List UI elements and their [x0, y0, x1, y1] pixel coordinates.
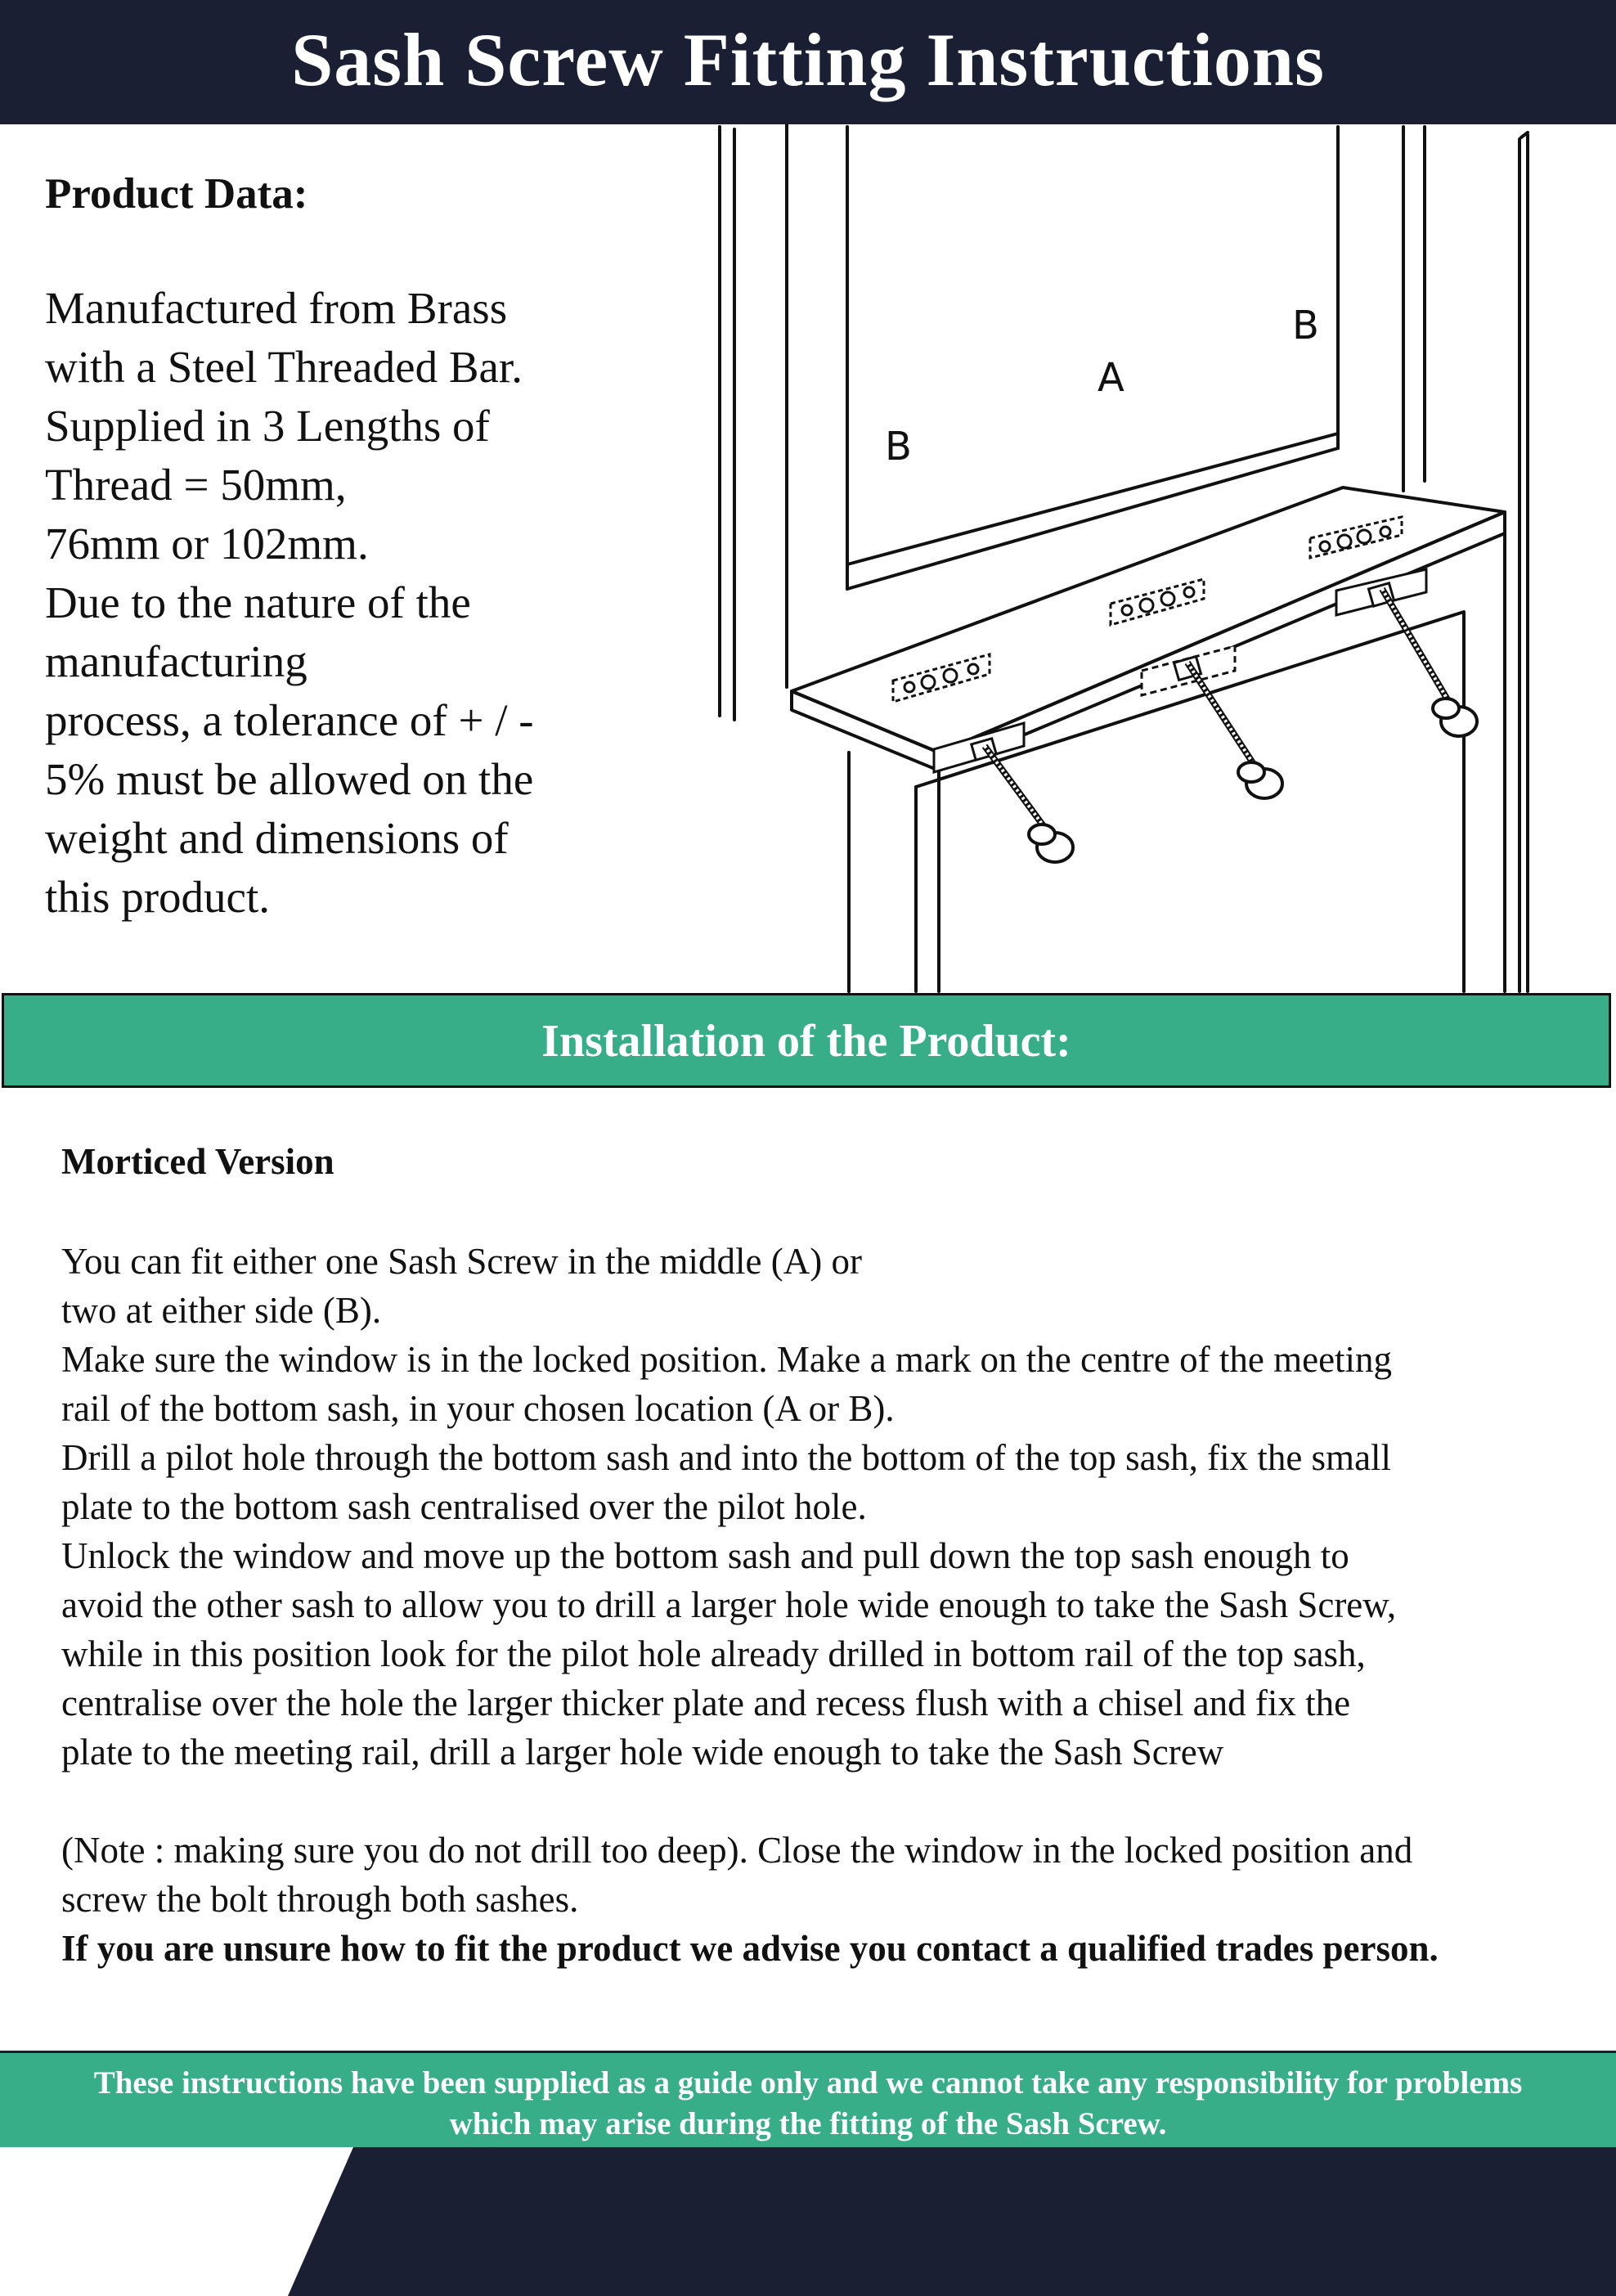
- product-data-line: 5% must be allowed on the: [45, 754, 534, 804]
- product-data-line: Due to the nature of the: [45, 577, 471, 627]
- installation-banner: [2, 993, 1611, 1088]
- diagram-label-b-right: B: [1292, 303, 1319, 348]
- instruction-line: You can fit either one Sash Screw in the middle (A) or: [61, 1241, 862, 1282]
- product-data-line: weight and dimensions of: [45, 813, 509, 863]
- product-data-line: with a Steel Threaded Bar.: [45, 342, 523, 392]
- instruction-line: Unlock the window and move up the bottom sash and pull down the top sash enough to: [61, 1535, 1349, 1576]
- page-title: Sash Screw Fitting Instructions: [291, 18, 1325, 101]
- sash-window-diagram: [711, 124, 1529, 993]
- product-data-section: [45, 168, 609, 927]
- instruction-line: Drill a pilot hole through the bottom sash and into the bottom of the top sash, fix the small: [61, 1437, 1392, 1478]
- disclaimer-band: [0, 2051, 1616, 2147]
- instruction-line: while in this position look for the pilot hole already drilled in bottom rail of the top sash,: [61, 1633, 1366, 1674]
- product-data-line: Supplied in 3 Lengths of: [45, 401, 490, 451]
- instruction-line: plate to the bottom sash centralised over the pilot hole.: [61, 1486, 867, 1527]
- installation-instructions: [61, 1139, 1582, 1973]
- safety-warning: If you are unsure how to fit the product we advise you contact a qualified trades person.: [61, 1928, 1439, 1969]
- footer-decoration: [0, 2147, 1616, 2296]
- instruction-line: (Note : making sure you do not drill too deep). Close the window in the locked position and: [61, 1830, 1413, 1871]
- product-data-line: Thread = 50mm,: [45, 460, 347, 510]
- instructions-paragraph-2: [61, 1826, 1582, 1924]
- diagram-label-a: A: [1098, 355, 1124, 401]
- morticed-version-heading: Morticed Version: [61, 1141, 334, 1182]
- instruction-line: Make sure the window is in the locked position. Make a mark on the centre of the meeting: [61, 1339, 1393, 1380]
- product-data-text: [45, 279, 609, 927]
- header-bar: [0, 0, 1616, 124]
- instruction-line: screw the bolt through both sashes.: [61, 1879, 579, 1920]
- product-data-line: manufacturing: [45, 636, 307, 686]
- instruction-line: avoid the other sash to allow you to drill a larger hole wide enough to take the Sash Screw,: [61, 1584, 1397, 1625]
- instruction-line: centralise over the hole the larger thicker plate and recess flush with a chisel and fix the: [61, 1683, 1351, 1723]
- product-data-heading: Product Data:: [45, 170, 308, 218]
- product-data-line: process, a tolerance of + / -: [45, 695, 534, 745]
- product-data-line: this product.: [45, 872, 270, 922]
- product-data-line: Manufactured from Brass: [45, 283, 508, 333]
- instruction-line: two at either side (B).: [61, 1290, 382, 1331]
- instructions-paragraph-1: [61, 1237, 1582, 1777]
- diagram-label-b-left: B: [885, 424, 912, 470]
- instruction-line: plate to the meeting rail, drill a larger hole wide enough to take the Sash Screw: [61, 1732, 1224, 1773]
- disclaimer-line-1: These instructions have been supplied as a guide only and we cannot take any responsibility for problems: [93, 2065, 1523, 2101]
- installation-banner-title: Installation of the Product:: [541, 1016, 1071, 1067]
- disclaimer-line-2: which may arise during the fitting of the Sash Screw.: [449, 2106, 1167, 2141]
- instruction-line: rail of the bottom sash, in your chosen location (A or B).: [61, 1388, 895, 1429]
- product-data-line: 76mm or 102mm.: [45, 519, 369, 568]
